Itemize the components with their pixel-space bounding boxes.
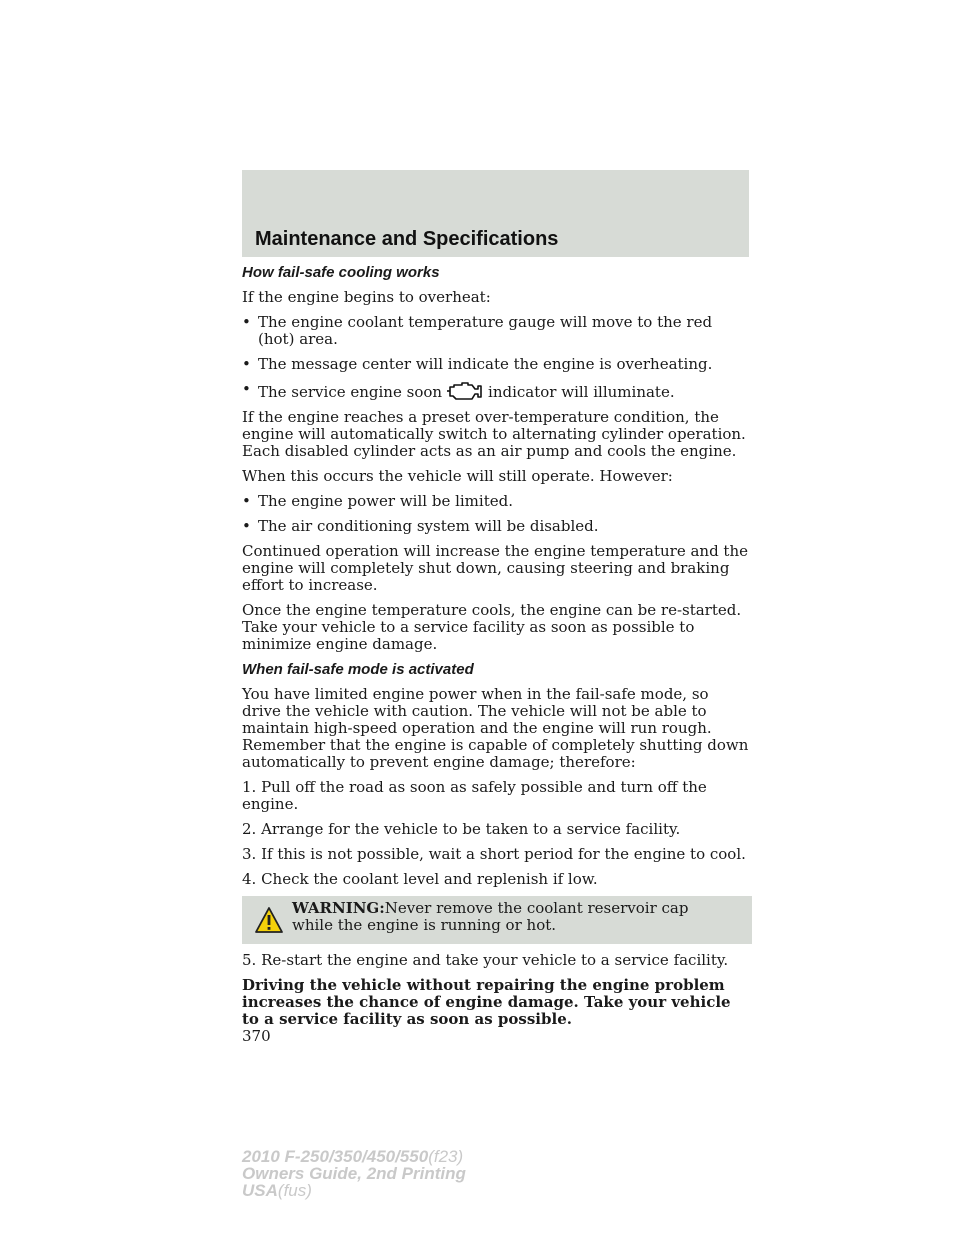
footer-region: USA	[242, 1181, 278, 1200]
para-over-temperature: If the engine reaches a preset over-temperature condition, the engine will automatically switch to alternating cylinder operation. Each disabled cylinder acts as an air pump and cools the engine.	[242, 408, 746, 460]
section-header	[242, 170, 749, 257]
check-engine-icon	[446, 381, 484, 401]
closing-advice: Driving the vehicle without repairing the engine problem increases the chance of engine damage. Take your vehicle to a service facility as soon as possible.	[242, 976, 731, 1028]
step-5: 5. Re-start the engine and take your vehicle to a service facility.	[242, 951, 729, 969]
bullet-ac-disabled: • The air conditioning system will be disabled.	[242, 518, 752, 535]
step-3: 3. If this is not possible, wait a short period for the engine to cool.	[242, 845, 746, 863]
step-1: 1. Pull off the road as soon as safely possible and turn off the engine.	[242, 778, 707, 813]
heading-fail-safe-cooling: How fail-safe cooling works	[242, 264, 440, 281]
step-2: 2. Arrange for the vehicle to be taken to a service facility.	[242, 820, 681, 838]
heading-fail-safe-activated: When fail-safe mode is activated	[242, 661, 474, 678]
warning-text	[292, 900, 732, 934]
footer-line-3	[242, 1182, 466, 1199]
intro-text: If the engine begins to overheat:	[242, 288, 491, 306]
section-title: Maintenance and Specifications	[255, 228, 559, 250]
bullet-gauge: • The engine coolant temperature gauge will move to the red (hot) area.	[242, 314, 752, 348]
para-limited-power: You have limited engine power when in the fail-safe mode, so drive the vehicle with caution. The vehicle will not be able to maintain high-speed operation and the engine will run rough. Remember that the engine is capable of completely shutting down automatically to prevent engine damage; therefore:	[242, 685, 749, 771]
warning-label: WARNING:	[292, 899, 385, 917]
bullet-message-center: • The message center will indicate the engine is overheating.	[242, 356, 752, 373]
step-4: 4. Check the coolant level and replenish if low.	[242, 870, 598, 888]
bullet-power-limited: • The engine power will be limited.	[242, 493, 752, 510]
footer-model: 2010 F-250/350/450/550	[242, 1147, 429, 1166]
footer-model-code: (f23)	[428, 1147, 464, 1166]
para-still-operate: When this occurs the vehicle will still operate. However:	[242, 467, 673, 485]
warning-message: Never remove the coolant reservoir cap while the engine is running or hot.	[292, 899, 689, 934]
bullet-service-engine-after: indicator will illuminate.	[488, 383, 675, 401]
para-restart: Once the engine temperature cools, the engine can be re-started. Take your vehicle to a service facility as soon as possible to minimize engine damage.	[242, 601, 742, 653]
print-footer	[242, 1148, 466, 1199]
page-content	[242, 264, 752, 1045]
footer-region-code: (fus)	[277, 1181, 312, 1200]
warning-triangle-icon	[254, 906, 284, 934]
warning-box	[242, 896, 752, 944]
bullet-service-engine-before: The service engine soon	[258, 383, 443, 401]
footer-line-2: Owners Guide, 2nd Printing	[242, 1164, 466, 1183]
bullet-service-engine	[242, 381, 752, 401]
footer-line-1	[242, 1148, 466, 1165]
para-continued-operation: Continued operation will increase the engine temperature and the engine will completely shut down, causing steering and braking effort to increase.	[242, 542, 749, 594]
page-number: 370	[242, 1027, 271, 1045]
